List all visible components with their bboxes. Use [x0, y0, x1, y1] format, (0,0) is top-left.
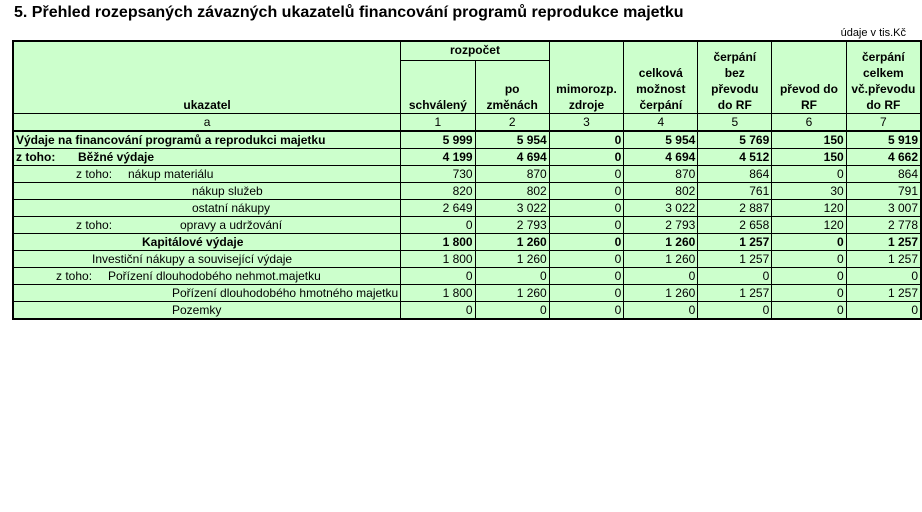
value-cell: 0: [549, 234, 624, 251]
value-cell: 0: [549, 183, 624, 200]
value-cell: 0: [475, 268, 549, 285]
value-cell: 0: [846, 302, 921, 320]
row-label: Investiční nákupy a související výdaje: [92, 252, 293, 266]
table-row: [13, 200, 921, 217]
row-label: Pořízení dlouhodobého hmotného majetku: [172, 286, 399, 300]
header-cerpani-bez-line2: bez: [724, 66, 745, 80]
row-label: Pořízení dlouhodobého nehmot.majetku: [108, 269, 321, 283]
value-cell: 0: [401, 217, 475, 234]
row-label: opravy a udržování: [180, 218, 283, 232]
value-cell: 0: [772, 166, 846, 183]
value-cell: 0: [772, 268, 846, 285]
value-cell: 1 257: [846, 251, 921, 268]
units-note: údaje v tis.Kč: [840, 27, 906, 39]
value-cell: 0: [549, 131, 624, 149]
value-cell: 1 260: [624, 251, 698, 268]
value-cell: 4 694: [475, 149, 549, 166]
row-prefix: z toho:: [56, 269, 93, 283]
value-cell: 0: [475, 302, 549, 320]
header-mimorozp-line1: mimorozp.: [556, 82, 617, 96]
value-cell: 1 800: [401, 251, 475, 268]
value-cell: 1 260: [475, 285, 549, 302]
value-cell: 0: [549, 200, 624, 217]
value-cell: 2 887: [698, 200, 772, 217]
header-ukazatel: ukazatel: [13, 41, 401, 114]
value-cell: 864: [846, 166, 921, 183]
value-cell: 1 260: [624, 234, 698, 251]
header-celkova-line3: čerpání: [639, 98, 683, 112]
value-cell: 802: [475, 183, 549, 200]
value-cell: 0: [624, 302, 698, 320]
value-cell: 150: [772, 149, 846, 166]
value-cell: 2 658: [698, 217, 772, 234]
value-cell: 0: [698, 302, 772, 320]
column-index-row: [13, 114, 921, 132]
value-cell: 0: [772, 251, 846, 268]
value-cell: 0: [772, 285, 846, 302]
value-cell: 0: [549, 149, 624, 166]
table-row: [13, 166, 921, 183]
value-cell: 864: [698, 166, 772, 183]
value-cell: 1 257: [698, 234, 772, 251]
value-cell: 3 022: [624, 200, 698, 217]
header-cerpani-bez: [698, 41, 772, 114]
row-prefix: z toho:: [76, 218, 113, 232]
row-label: nákup materiálu: [128, 167, 214, 181]
value-cell: 0: [549, 285, 624, 302]
value-cell: 1 260: [475, 251, 549, 268]
table-row: [13, 149, 921, 166]
header-cerpani-celkem-line4: do RF: [866, 98, 901, 112]
table-row: [13, 217, 921, 234]
table-row: [13, 268, 921, 285]
value-cell: 761: [698, 183, 772, 200]
value-cell: 1 257: [846, 285, 921, 302]
value-cell: 0: [401, 302, 475, 320]
header-prevod-line2: RF: [800, 98, 817, 112]
value-cell: 0: [549, 251, 624, 268]
header-cerpani-bez-line4: do RF: [717, 98, 752, 112]
value-cell: 730: [401, 166, 475, 183]
table-row: [13, 302, 921, 320]
row-label-cell: [13, 131, 401, 149]
value-cell: 5 954: [624, 131, 698, 149]
row-label-cell: [13, 217, 401, 234]
value-cell: 0: [624, 268, 698, 285]
row-label-cell: [13, 268, 401, 285]
table-row: [13, 285, 921, 302]
value-cell: 150: [772, 131, 846, 149]
page-title: 5. Přehled rozepsaných závazných ukazatelů financování programů reprodukce majetku: [14, 4, 684, 21]
value-cell: 1 800: [401, 234, 475, 251]
value-cell: 2 649: [401, 200, 475, 217]
header-cerpani-bez-line3: převodu: [711, 82, 759, 96]
column-index-cell: 4: [624, 114, 698, 132]
value-cell: 1 800: [401, 285, 475, 302]
value-cell: 1 257: [846, 234, 921, 251]
header-cerpani-celkem-line1: čerpání: [862, 50, 905, 64]
header-mimorozp: [549, 41, 624, 114]
value-cell: 0: [549, 166, 624, 183]
row-label: Kapitálové výdaje: [142, 235, 244, 249]
value-cell: 820: [401, 183, 475, 200]
value-cell: 0: [549, 302, 624, 320]
header-celkova-line2: možnost: [636, 82, 686, 96]
table-row: [13, 234, 921, 251]
value-cell: 791: [846, 183, 921, 200]
table-row: [13, 183, 921, 200]
value-cell: 2 793: [475, 217, 549, 234]
row-label: Pozemky: [172, 303, 222, 317]
row-label-cell: [13, 166, 401, 183]
financing-table: [12, 40, 922, 320]
column-index-cell: a: [13, 114, 401, 132]
value-cell: 870: [624, 166, 698, 183]
row-prefix: z toho:: [16, 150, 56, 164]
value-cell: 4 512: [698, 149, 772, 166]
column-index-cell: 7: [846, 114, 921, 132]
value-cell: 5 919: [846, 131, 921, 149]
value-cell: 30: [772, 183, 846, 200]
column-index-cell: 6: [772, 114, 846, 132]
row-label-cell: [13, 183, 401, 200]
value-cell: 4 694: [624, 149, 698, 166]
row-label: ostatní nákupy: [192, 201, 271, 215]
table-row: [13, 251, 921, 268]
header-prevod-line1: převod do: [779, 82, 838, 96]
value-cell: 3 007: [846, 200, 921, 217]
header-celkova-line1: celková: [638, 66, 683, 80]
value-cell: 120: [772, 217, 846, 234]
header-po-zmenach-line1: po: [504, 82, 520, 96]
value-cell: 802: [624, 183, 698, 200]
column-index-cell: 2: [475, 114, 549, 132]
value-cell: 4 199: [401, 149, 475, 166]
value-cell: 1 257: [698, 285, 772, 302]
row-label-cell: [13, 302, 401, 320]
header-mimorozp-line2: zdroje: [568, 98, 605, 112]
header-rozpocet: rozpočet: [401, 41, 550, 61]
value-cell: 0: [772, 234, 846, 251]
value-cell: 5 954: [475, 131, 549, 149]
value-cell: 0: [549, 217, 624, 234]
value-cell: 3 022: [475, 200, 549, 217]
value-cell: 120: [772, 200, 846, 217]
column-index-cell: 5: [698, 114, 772, 132]
header-schvaleny-line1: schválený: [408, 98, 467, 112]
value-cell: 5 769: [698, 131, 772, 149]
header-cerpani-celkem-line3: vč.převodu: [851, 82, 916, 96]
row-label: nákup služeb: [192, 184, 263, 198]
header-po-zmenach: [475, 61, 549, 114]
value-cell: 1 257: [698, 251, 772, 268]
header-celkova: [624, 41, 698, 114]
column-index-cell: 1: [401, 114, 475, 132]
row-label-cell: [13, 285, 401, 302]
row-label-cell: [13, 149, 401, 166]
value-cell: 4 662: [846, 149, 921, 166]
value-cell: 0: [772, 302, 846, 320]
row-label-cell: [13, 251, 401, 268]
row-label: Běžné výdaje: [78, 150, 155, 164]
value-cell: 5 999: [401, 131, 475, 149]
value-cell: 0: [698, 268, 772, 285]
value-cell: 0: [549, 268, 624, 285]
row-label: Výdaje na financování programů a reprodukci majetku: [16, 133, 326, 147]
row-label-cell: [13, 200, 401, 217]
value-cell: 0: [401, 268, 475, 285]
column-index-cell: 3: [549, 114, 624, 132]
value-cell: 0: [846, 268, 921, 285]
row-prefix: z toho:: [76, 167, 113, 181]
header-cerpani-celkem-line2: celkem: [863, 66, 904, 80]
header-schvaleny: [401, 61, 475, 114]
header-cerpani-bez-line1: čerpání: [713, 50, 757, 64]
value-cell: 1 260: [624, 285, 698, 302]
header-prevod: [772, 41, 846, 114]
table-row: [13, 131, 921, 149]
row-label-cell: [13, 234, 401, 251]
value-cell: 870: [475, 166, 549, 183]
value-cell: 1 260: [475, 234, 549, 251]
header-po-zmenach-line2: změnách: [486, 98, 538, 112]
header-cerpani-celkem: [846, 41, 921, 114]
value-cell: 2 778: [846, 217, 921, 234]
value-cell: 2 793: [624, 217, 698, 234]
